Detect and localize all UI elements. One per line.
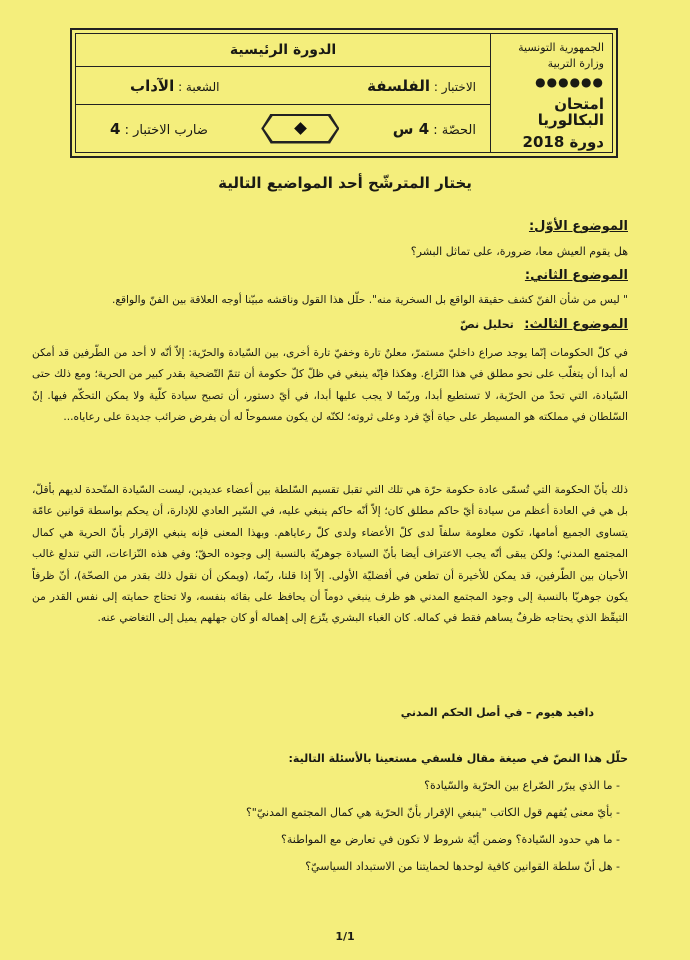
instruction-heading: يختار المترشّح أحد المواضيع التالية xyxy=(218,174,472,192)
text-paragraph-1: في كلّ الحكومات إنّما يوجد صراع داخليّ مستمرّ، معلنٌ تارة وخفيّ تارة أخرى، بين السّيادة والحرّية: إلاّ أنّه لا أحد من الطّرفين قد أمكن له أبدا أن يتغلّب على نحو مطلق في هذا النّزاع. وهكذا فإنّه ينبغي في ظلّ كلّ حكومة أن تتمّ التّضحية بقدر كبير من الحرية؛ ومع ذلك حتى السّيادة، التي تحدّ من الحرّية، لا تستطيع أبدا، وربّما لا يجب عليها أبدا، في أيّ دستور، أن تصبح سيادة كلّية ولا يمكن التحكّم فيها. إنّ السّلطان في مملكته هو المسيطر على حياة أيّ فرد وعلى ثروته؛ لكنّه لن يكون مسموحاً له أن يفرض ضرائب جديدة على رعاياه... xyxy=(32,347,628,424)
subject2-title: الموضوع الثاني: xyxy=(524,268,628,283)
main-session-row xyxy=(76,34,490,67)
page-number: 1/1 xyxy=(335,930,355,943)
stars-decoration: ●●●●●● xyxy=(535,75,604,89)
text-source: دافيد هيوم – في أصل الحكم المدني xyxy=(400,706,594,719)
duration-value: 4 س xyxy=(392,119,430,138)
republic-label: الجمهورية التونسية xyxy=(518,41,604,54)
subject1-text: هل يقوم العيش معا، ضرورة، على تماثل البشر؟ xyxy=(410,245,628,258)
duration-coef-row xyxy=(76,105,490,152)
exam-header xyxy=(70,28,618,158)
question-item: - ما الذي يبرّر الصّراع بين الحرّية والسّيادة؟ xyxy=(246,772,620,799)
questions-list xyxy=(246,772,620,880)
task-instruction: حلّل هذا النصّ في صيغة مقال فلسفي مستعينا بالأسئلة التالية: xyxy=(288,752,628,765)
subject3-subtitle: تحليل نصّ xyxy=(459,318,514,331)
diamond-icon xyxy=(294,122,307,135)
text-paragraph-2: ذلك بأنّ الحكومة التي تُسمّى عادة حكومة حرّة هي تلك التي تقبل تقسيم السّلطة بين أعضاء عديدين، ليست السّيادة المتّحدة لديهم بأقلّ، بل هي في العادة أعظم من سيادة أيّ حاكم مطلق كان؛ إلاّ أنّه حاكم ينبغي عليه، في السّير العادي للإدارة، أن يحكم بواسطة قوانين عامّة يتساوى الجميع أمامها، تكون معلومة سلفاً لدى كلّ الأعضاء ولدى كلّ رعاياهم. وبهذا المعنى فإنه ينبغي الإقرار بأنّ الحرية هي كمال المجتمع المدني؛ ولكن يبقى أنّه يجب الاعتراف أيضا بأنّ السيادة جوهريّة بالنسبة إلى وجوده الحقّ؛ وفي هذه النّزاعات، التي تندلع غالب الأحيان بين الطّرفين، قد يمكن للأخيرة أن تطعن في أفضليّة الأولى. إلاّ إذا قلنا، ربّما، (ويمكن أن نقول ذلك بقدر من الصحّة)، أنّ ظرفاً يكون جوهريّا بالنسبة إلى وجود المجتمع المدني هو ظرف ينبغي دوماً أن يحافظ على بقائه بنفسه، ولا تحتاج حمايته إلى نفس القدر من التيقّظ الذي يحتاجه ظرفٌ يساهم فقط في كماله. كان الغباء البشري يتّزع إلى إهماله أو كان جهلهم يميل إلى التغاضي عنه. xyxy=(32,484,628,625)
question-item: - ما هي حدود السّيادة؟ وضمن أيّة شروط لا تكون في تعارض مع المواطنة؟ xyxy=(246,826,620,853)
question-item: - هل أنّ سلطة القوانين كافية لوحدها لحمايتنا من الاستبداد السياسيّ؟ xyxy=(246,853,620,880)
coef-value: 4 xyxy=(110,119,121,138)
diamond-frame xyxy=(261,114,339,144)
question-item: - بأيّ معنى يُفهم قول الكاتب "ينبغي الإقرار بأنّ الحرّية هي كمال المجتمع المدنيّ"؟ xyxy=(246,799,620,826)
subject-label: الاختبار : xyxy=(433,79,476,94)
exam-name: امتحان البكالوريا xyxy=(537,95,604,129)
subject-branch-row xyxy=(76,67,490,105)
subject2-text: " ليس من شأن الفنّ كشف حقيقة الواقع بل السخرية منه". حلّل هذا القول وناقشه مبيّنا أوجه العلاقة بين الفنّ والواقع. xyxy=(111,294,628,306)
branch-value: الآداب xyxy=(130,76,175,95)
ministry-label: وزارة التربية xyxy=(547,57,604,70)
subject-value: الفلسفة xyxy=(367,76,431,95)
subject1-title: الموضوع الأوّل: xyxy=(528,219,628,234)
subject3-title: الموضوع الثالث: تحليل نصّ xyxy=(459,317,628,332)
duration-label: الحصّة : xyxy=(433,122,476,138)
coef-label: ضارب الاختبار : xyxy=(124,122,208,138)
institution-block xyxy=(490,34,612,152)
branch-label: الشعبة : xyxy=(178,79,220,94)
exam-session: دورة 2018 xyxy=(522,133,604,151)
main-session-label: الدورة الرئيسية xyxy=(229,42,337,58)
